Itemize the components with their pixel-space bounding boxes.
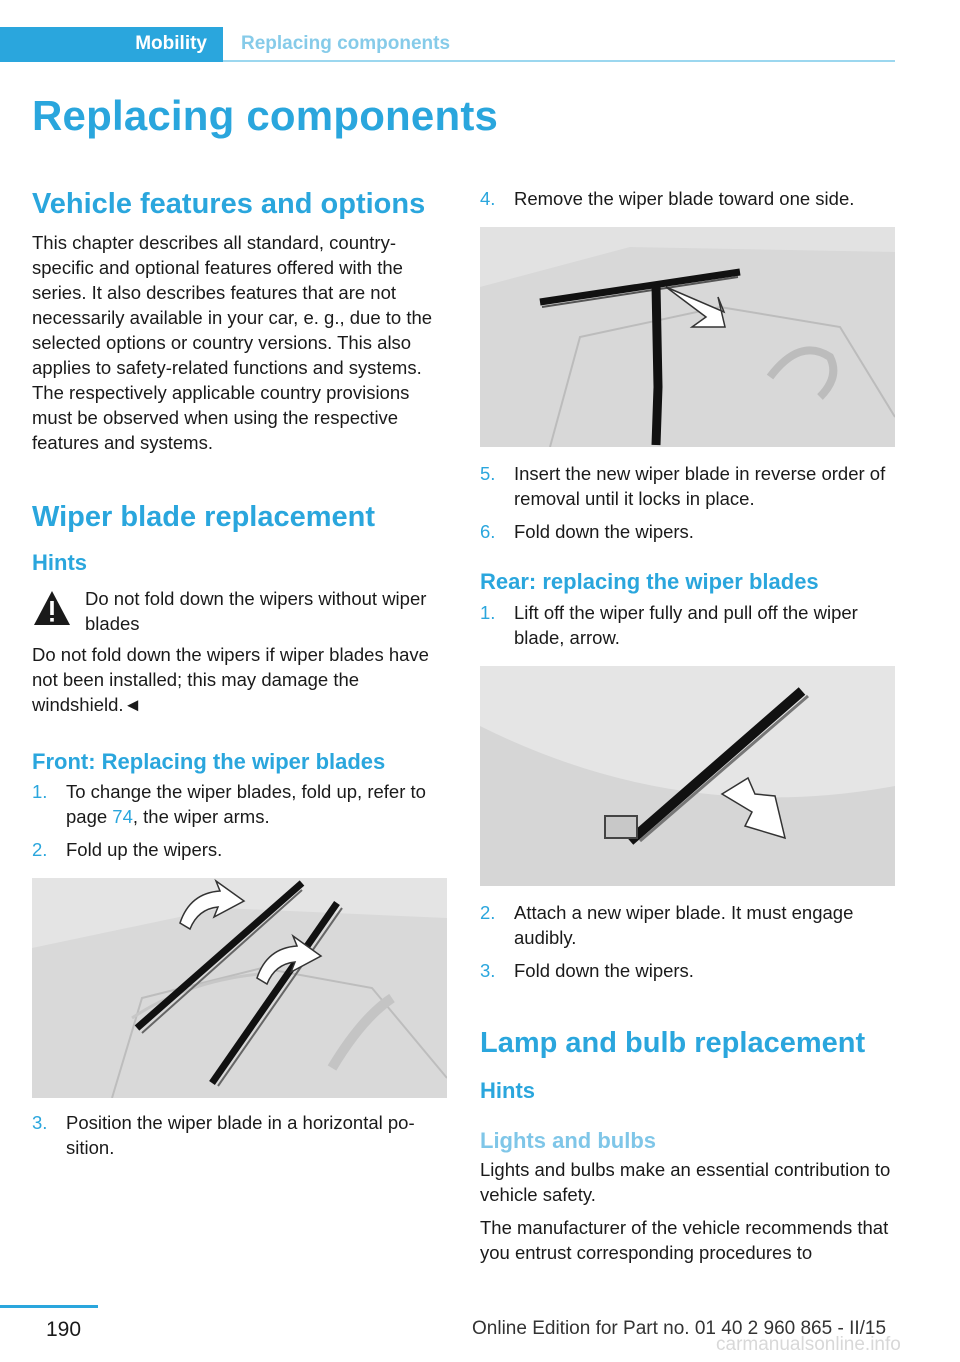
front-wiper-heading: Front: Replacing the wiper blades: [32, 749, 386, 774]
step-number: 1.: [480, 602, 496, 623]
rear-wiper-heading: Rear: replacing the wiper blades: [480, 569, 819, 594]
list-item: [480, 461, 895, 511]
step-number: 4.: [480, 188, 496, 209]
list-item: [480, 958, 895, 983]
step-number: 2.: [32, 839, 48, 860]
section-breadcrumb[interactable]: Replacing components: [241, 33, 451, 54]
list-item: [480, 519, 895, 544]
step-text: To change the wiper blades, fold up, refer to page: [66, 781, 426, 827]
step-text: Position the wiper blade in a horizontal position.: [66, 1112, 415, 1158]
page-link[interactable]: 74: [112, 806, 133, 827]
step-number: 1.: [32, 781, 48, 802]
hints-heading: Hints: [32, 550, 87, 575]
step-text: Lift off the wiper fully and pull off the wiper blade, arrow.: [514, 602, 858, 648]
chapter-tab[interactable]: [0, 27, 223, 62]
vehicle-features-text: This chapter describes all standard, country-specific and optional features offered with the series. It also describes features that are not necessarily available in your car, e. g., due to the selected options or country versions. This also applies to safety-related functions and systems. The respectively applicable country provisions must be observed when using the respective features and systems.: [32, 232, 433, 453]
chapter-tab-label: Mobility: [135, 33, 207, 54]
watermark: carmanualsonline.info: [716, 1334, 901, 1355]
lights-bulbs-heading: Lights and bulbs: [480, 1128, 656, 1153]
step-number: 3.: [32, 1112, 48, 1133]
warning-title: Do not fold down the wipers without wiper blades: [85, 588, 427, 634]
lights-text-1: Lights and bulbs make an essential contribution to vehicle safety.: [480, 1159, 891, 1205]
step-text: Fold down the wipers.: [514, 521, 694, 542]
list-item: [480, 900, 895, 950]
step-number: 2.: [480, 902, 496, 923]
lights-text-2: The manufacturer of the vehicle recommends that you entrust corresponding procedures to: [480, 1217, 889, 1263]
right-column: [480, 186, 895, 1265]
step-text: , the wiper arms.: [132, 806, 270, 827]
page-number-rule: [0, 1305, 98, 1308]
step-number: 3.: [480, 960, 496, 981]
warning-block: [32, 586, 440, 636]
rear-wiper-image: [480, 666, 895, 886]
step-number: 5.: [480, 463, 496, 484]
list-item: [480, 186, 895, 211]
step-text: Attach a new wiper blade. It must engage audibly.: [514, 902, 854, 948]
step-text: Remove the wiper blade toward one side.: [514, 188, 855, 209]
edition-footer: Online Edition for Part no. 01 40 2 960 865 - II/15: [472, 1318, 887, 1339]
lamp-replacement-heading: Lamp and bulb replacement: [480, 1027, 866, 1059]
page-title: Replacing components: [32, 92, 499, 139]
page-number: 190: [46, 1318, 82, 1341]
wiper-replacement-heading: Wiper blade replacement: [32, 501, 376, 533]
lamp-hints-heading: Hints: [480, 1078, 535, 1103]
vehicle-features-heading: Vehicle features and options: [32, 188, 426, 220]
step-text: Insert the new wiper blade in reverse order of removal until it locks in place.: [514, 463, 886, 509]
list-item: [32, 837, 440, 862]
front-wipers-folded-up-image: [32, 878, 447, 1098]
step-number: 6.: [480, 521, 496, 542]
list-item: [480, 600, 895, 650]
left-column: [32, 186, 440, 1160]
step-text: Fold down the wipers.: [514, 960, 694, 981]
list-item: [32, 779, 440, 829]
wiper-blade-removal-image: [480, 227, 895, 447]
warning-text: Do not fold down the wipers if wiper blades have not been installed; this may damage the windshield.◄: [32, 644, 429, 715]
list-item: [32, 1110, 440, 1160]
warning-triangle-icon: [32, 589, 72, 627]
step-text: Fold up the wipers.: [66, 839, 223, 860]
